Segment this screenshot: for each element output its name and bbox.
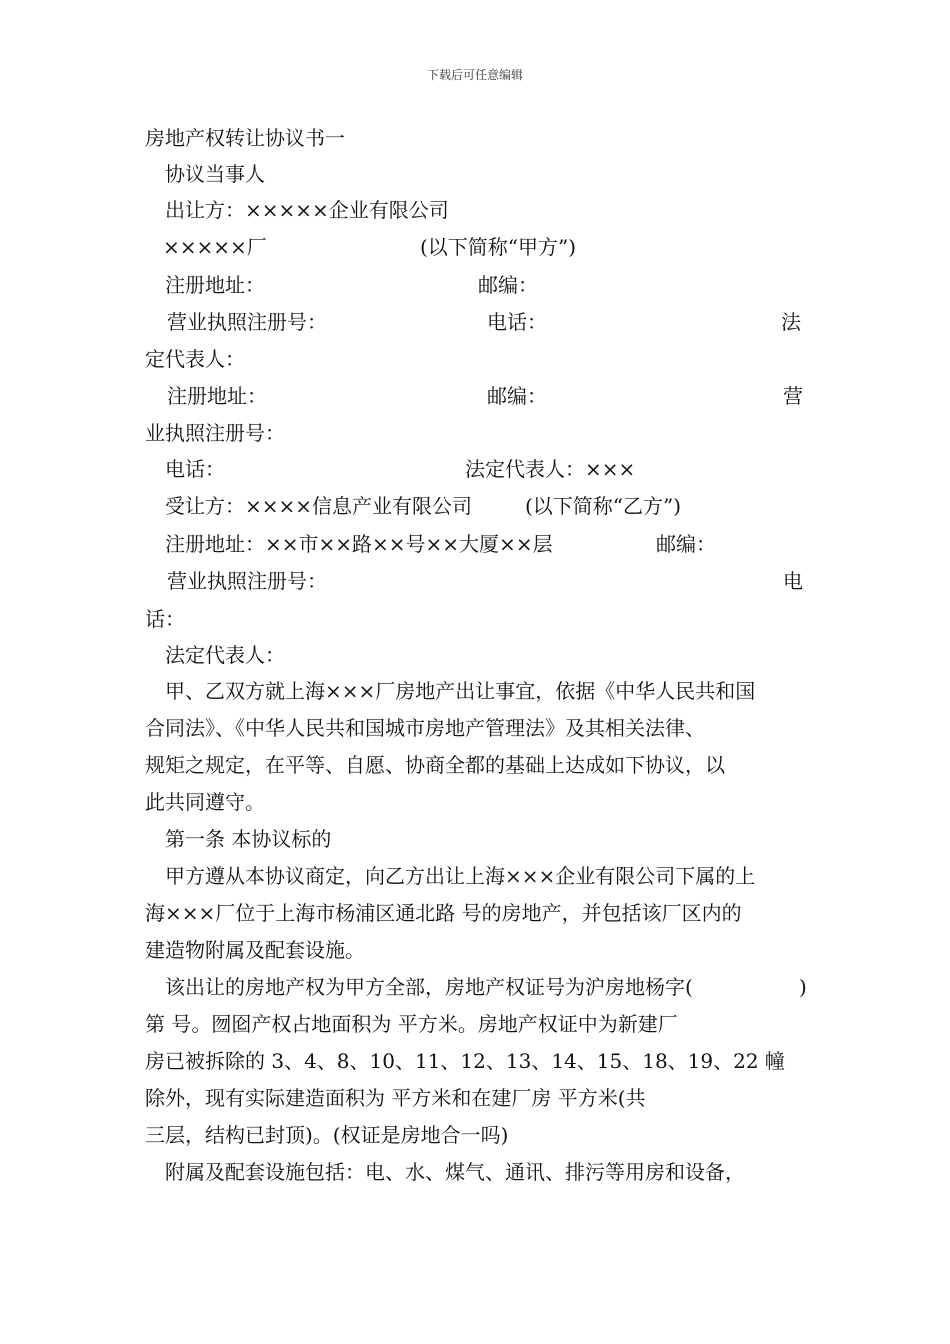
- preamble-line: 规矩之规定，在平等、自愿、协商全都的基础上达成如下协议，以: [145, 753, 725, 777]
- article-1-title: 第一条 本协议标的: [165, 827, 332, 851]
- address-label-2: 注册地址：: [167, 384, 267, 408]
- postcode-label-2: 邮编：: [487, 384, 547, 408]
- legal-rep-2: 法定代表人：×××: [465, 457, 636, 481]
- transferee-license: 营业执照注册号：: [167, 569, 327, 593]
- license-part1: 营: [783, 384, 803, 408]
- para2-line1-right: ): [799, 975, 807, 999]
- article-1-para1-line: 海×××厂位于上海市杨浦区通北路 号的房地产，并包括该厂区内的: [145, 901, 742, 925]
- article-1-para2-line: 房已被拆除的 3、4、8、10、11、12、13、14、15、18、19、22 幢: [145, 1049, 785, 1073]
- preamble-line: 此共同遵守。: [145, 790, 265, 814]
- para2-line1-left: 该出让的房地产权为甲方全部，房地产权证号为沪房地杨字(: [165, 975, 693, 999]
- legal-rep-part1: 法: [781, 310, 801, 334]
- transferee-legal-rep: 法定代表人：: [165, 643, 285, 667]
- postcode-label: 邮编：: [478, 273, 538, 297]
- transferee-phone-part2: 话：: [145, 607, 185, 631]
- transferee-name: 受让方：××××信息产业有限公司: [165, 494, 473, 518]
- phone-label: 电话：: [487, 310, 547, 334]
- transferee-phone-part1: 电: [783, 569, 803, 593]
- transferor-name: 出让方：×××××企业有限公司: [165, 198, 449, 222]
- parties-heading: 协议当事人: [165, 162, 265, 186]
- legal-rep-part2: 定代表人：: [145, 347, 245, 371]
- transferee-alias: (以下简称“乙方”): [525, 494, 682, 518]
- transferee-address: 注册地址：××市××路××号××大厦××层: [165, 532, 553, 556]
- transferee-postcode: 邮编：: [656, 532, 716, 556]
- preamble-line: 合同法》、《中华人民共和国城市房地产管理法》及其相关法律、: [145, 716, 705, 740]
- phone-label-2: 电话：: [165, 457, 225, 481]
- article-1-para3: 附属及配套设施包括：电、水、煤气、通讯、排污等用房和设备，: [165, 1160, 745, 1184]
- license-label: 营业执照注册号：: [167, 310, 327, 334]
- transferor-alias: (以下简称“甲方”): [420, 235, 577, 259]
- license-part2: 业执照注册号：: [145, 421, 285, 445]
- address-label: 注册地址：: [165, 273, 265, 297]
- document-title: 房地产权转让协议书一: [145, 126, 345, 150]
- article-1-para1-line: 甲方遵从本协议商定，向乙方出让上海×××企业有限公司下属的上: [165, 864, 756, 888]
- preamble-line: 甲、乙双方就上海×××厂房地产出让事宜，依据《中华人民共和国: [165, 679, 756, 703]
- article-1-para2-line: 三层，结构已封顶)。(权证是房地合一吗): [145, 1123, 509, 1147]
- article-1-para2-line: 第 号。囫囵产权占地面积为 平方米。房地产权证中为新建厂: [145, 1012, 678, 1036]
- transferor-factory: ×××××厂: [163, 235, 267, 259]
- article-1-para2-line: 除外，现有实际建造面积为 平方米和在建厂房 平方米(共: [145, 1086, 646, 1110]
- article-1-para1-line: 建造物附属及配套设施。: [145, 938, 365, 962]
- page-header: 下载后可任意编辑: [426, 68, 523, 82]
